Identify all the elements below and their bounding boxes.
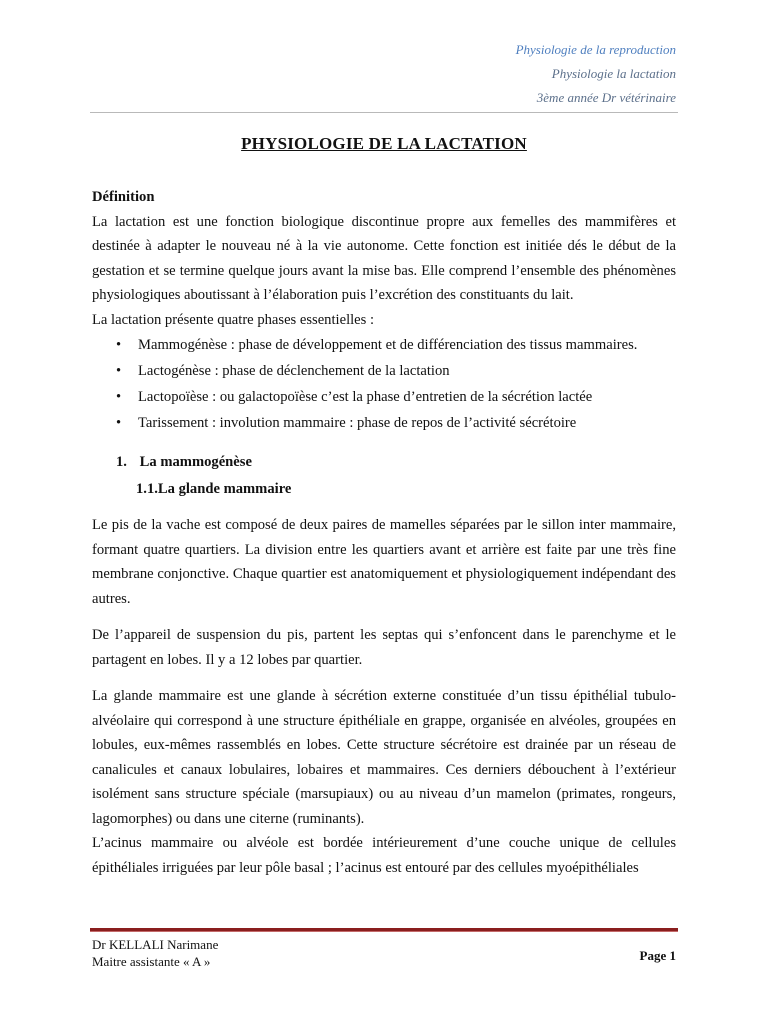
bullet-icon: •	[116, 389, 122, 405]
bullet-icon: •	[116, 363, 122, 379]
header-year: 3ème année Dr vétérinaire	[536, 90, 676, 105]
paragraph-gland: La glande mammaire est une glande à sécrétion externe constituée d’un tissu épithélial tubulo-alvéolaire qui correspond à une structure épithéliale en grappe, organisée en alvéoles, groupées en lobules, eux-mêmes rassemblés en lobes. Cette structure sécrétoire est drainée par un réseau de canalicules et canaux lobulaires, lobaires et mammaires. Ces derniers débouchent à l’extérieur isolément sans structure spéciale (marsupiaux) ou au niveau d’un mamelon (primates, rongeurs, lagomorphes) ou dans une citerne (ruminants).	[92, 688, 676, 827]
definition-paragraph: La lactation est une fonction biologique discontinue propre aux femelles des mammifères et destinée à adapter le nouveau né à la vie autonome. Cette fonction est initiée dés le début de la gestation et se termine quelque jours avant la mise bas. Elle comprend l’ensemble des phénomènes physiologiques aboutissant à l’élaboration puis l’excrétion des constituants du lait.	[92, 213, 676, 303]
section-heading	[92, 450, 676, 475]
paragraph-septa: De l’appareil de suspension du pis, partent les septas qui s’enfoncent dans le parenchyme et le partagent en lobes. Il y a 12 lobes par quartier.	[92, 627, 676, 668]
header-course: Physiologie de la reproduction	[515, 42, 676, 57]
page-number: Page 1	[639, 948, 676, 963]
bullet-icon: •	[116, 415, 122, 431]
phases-list	[92, 332, 676, 436]
list-item: • Mammogénèse : phase de développement et de différenciation des tissus mammaires.	[116, 332, 676, 358]
paragraph-acinus: L’acinus mammaire ou alvéole est bordée intérieurement d’une couche unique de cellules épithéliales irriguées par leur pôle basal ; l’acinus est entouré par des cellules myoépithéliales	[92, 835, 676, 876]
footer-divider	[90, 928, 678, 932]
list-item: • Tarissement : involution mammaire : phase de repos de l’activité sécrétoire	[116, 410, 676, 436]
paragraph-udder: Le pis de la vache est composé de deux paires de mamelles séparées par le sillon inter mammaire, formant quatre quartiers. La division entre les quartiers avant et arrière est faite par une très fine membrane conjonctive. Chaque quartier est anatomiquement et physiologiquement indépendant des autres.	[92, 517, 676, 607]
subsection-heading: 1.1.La glande mammaire	[136, 480, 292, 497]
page-title: PHYSIOLOGIE DE LA LACTATION	[241, 134, 527, 153]
list-item: • Lactogénèse : phase de déclenchement de la lactation	[116, 358, 676, 384]
bullet-icon: •	[116, 337, 122, 353]
running-header	[516, 38, 676, 110]
section-number: 1.	[116, 454, 127, 470]
list-item: • Lactopoïèse : ou galactopoïèse c’est la phase d’entretien de la sécrétion lactée	[116, 384, 676, 410]
footer-author-block	[92, 936, 218, 970]
footer-role: Maitre assistante « A »	[92, 954, 211, 969]
document-body	[92, 185, 676, 880]
footer-author: Dr KELLALI Narimane	[92, 937, 219, 952]
phases-intro: La lactation présente quatre phases essentielles :	[92, 311, 375, 328]
header-divider	[90, 112, 678, 113]
section-title: La mammogénèse	[139, 454, 252, 470]
definition-heading: Définition	[92, 189, 155, 205]
header-topic: Physiologie la lactation	[551, 66, 676, 81]
